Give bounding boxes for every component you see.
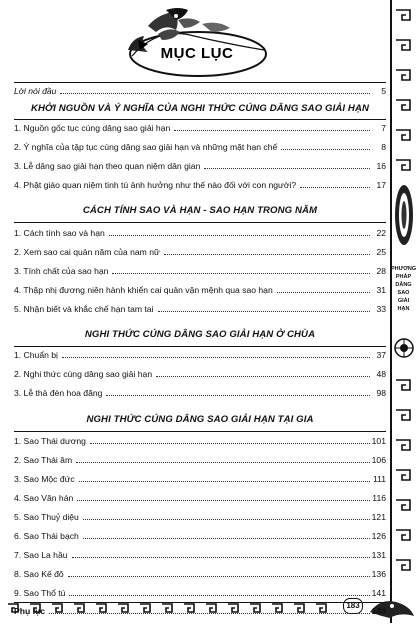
dot-leader xyxy=(109,226,370,236)
toc-entry-page: 121 xyxy=(371,512,386,522)
section-heading: NGHI THỨC CÚNG DÂNG SAO GIẢI HẠN TẠI GIA xyxy=(86,414,314,425)
section-heading: NGHI THỨC CÚNG DÂNG SAO GIẢI HẠN Ở CHÙA xyxy=(84,329,316,340)
toc-entry-label: 9. Sao Thổ tú xyxy=(14,588,66,598)
toc-entry-label: 2. Nghi thức cúng dâng sao giải hạn xyxy=(14,369,153,379)
toc-entry-page: 37 xyxy=(376,350,386,360)
toc-entry-page: 126 xyxy=(371,531,386,541)
dot-leader xyxy=(76,453,370,463)
side-caption-line: DÂNG xyxy=(395,282,412,288)
toc-entry-label: 5. Nhận biết và khắc chế hạn tam tai xyxy=(14,304,154,314)
side-caption-line: GIẢI xyxy=(397,298,410,304)
dot-leader xyxy=(77,491,370,501)
divider xyxy=(14,119,386,120)
dot-leader xyxy=(204,159,370,169)
toc-entry-label: 4. Phật giáo quan niệm tinh tú ảnh hưởng như thế nào đối với con người? xyxy=(14,180,297,190)
crane-emblem-icon xyxy=(118,6,268,80)
toc-entry xyxy=(14,226,386,240)
dot-leader xyxy=(69,586,369,596)
toc-entry-label: 3. Tính chất của sao hạn xyxy=(14,266,109,276)
section-heading: KHỞI NGUỒN VÀ Ý NGHĨA CỦA NGHI THỨC CÚNG DÂNG SAO GIẢI HẠN xyxy=(30,103,369,114)
toc-entry xyxy=(14,159,386,173)
dot-leader xyxy=(112,264,370,274)
toc-entry-page: 16 xyxy=(376,161,386,171)
side-caption xyxy=(391,265,416,313)
toc-entry-page: 141 xyxy=(371,588,386,598)
toc-entry-page: 28 xyxy=(376,266,386,276)
toc-entry-label: 3. Lễ dâng sao giải hạn theo quan niệm dân gian xyxy=(14,161,201,171)
dot-leader xyxy=(72,548,370,558)
dot-leader xyxy=(164,245,370,255)
toc-entry-page: 106 xyxy=(371,455,386,465)
toc-entry-label: 1. Cách tính sao và hạn xyxy=(14,228,105,238)
toc-entry xyxy=(14,348,386,362)
toc-entry-label: 3. Sao Mộc đức xyxy=(14,474,75,484)
toc-entry-label: 1. Sao Thái dương xyxy=(14,436,86,446)
toc-entry xyxy=(14,586,386,600)
header-ornament xyxy=(118,6,268,80)
toc-entry xyxy=(14,386,386,400)
toc-entry xyxy=(14,510,386,524)
dot-leader xyxy=(277,283,370,293)
toc-entry xyxy=(14,453,386,467)
toc-entry-page: 33 xyxy=(376,304,386,314)
toc-entry-label: Phụ lục xyxy=(14,606,46,616)
toc-entry-appendix xyxy=(14,604,386,618)
toc-entry xyxy=(14,121,386,135)
toc-entry xyxy=(14,491,386,505)
toc-entry-label: Lời nói đầu xyxy=(14,86,57,96)
toc-entry-page: 7 xyxy=(381,123,386,133)
toc-entry-page: 17 xyxy=(376,180,386,190)
toc-entry-label: 1. Nguồn gốc tục cúng dâng sao giải hạn xyxy=(14,123,171,133)
divider xyxy=(14,82,386,83)
toc-entry xyxy=(14,178,386,192)
toc-entry-page: 22 xyxy=(376,228,386,238)
divider xyxy=(14,346,386,347)
toc-entry-label: 3. Lễ thả đèn hoa đăng xyxy=(14,388,103,398)
toc-entry-page: 5 xyxy=(381,86,386,96)
toc-entry xyxy=(14,140,386,154)
toc-entry xyxy=(14,367,386,381)
divider xyxy=(14,431,386,432)
dot-leader xyxy=(90,434,370,444)
dot-leader xyxy=(300,178,370,188)
dot-leader xyxy=(156,367,370,377)
dot-leader xyxy=(60,84,370,94)
dot-leader xyxy=(83,510,370,520)
toc-entry xyxy=(14,472,386,486)
toc-entry xyxy=(14,434,386,448)
toc-entry-page: 98 xyxy=(376,388,386,398)
dot-leader xyxy=(281,140,370,150)
divider xyxy=(14,602,386,603)
page-title: MỤC LỤC xyxy=(160,45,234,62)
dot-leader xyxy=(49,604,370,614)
side-caption-line: HẠN xyxy=(397,306,410,312)
dot-leader xyxy=(62,348,370,358)
toc-entry-label: 1. Chuẩn bị xyxy=(14,350,58,360)
toc-entry xyxy=(14,302,386,316)
toc-entry-label: 4. Sao Vân hán xyxy=(14,493,74,503)
dot-leader xyxy=(83,529,370,539)
toc-entry-label: 8. Sao Kế đô xyxy=(14,569,64,579)
toc-entry-preface xyxy=(14,84,386,98)
section-heading: CÁCH TÍNH SAO VÀ HẠN - SAO HẠN TRONG NĂM xyxy=(82,205,318,216)
toc-entry-page: 31 xyxy=(376,285,386,295)
toc-entry-page: 146 xyxy=(371,606,386,616)
toc-entry-label: 2. Ý nghĩa của tập tục cúng dâng sao giải hạn và những mặt hạn chế xyxy=(14,142,278,152)
toc-entry-page: 136 xyxy=(371,569,386,579)
toc-entry-label: 5. Sao Thuỷ diệu xyxy=(14,512,79,522)
page-number: 183 xyxy=(343,598,363,614)
toc-entry-label: 6. Sao Thái bạch xyxy=(14,531,79,541)
toc-entry-label: 2. Xem sao cai quản năm của nam nữ xyxy=(14,247,160,257)
toc-entry-label: 7. Sao La hầu xyxy=(14,550,68,560)
toc-entry-label: 4. Thập nhị đương niên hành khiển cai quản vận mệnh qua sao hạn xyxy=(14,285,273,295)
toc-entry xyxy=(14,245,386,259)
divider xyxy=(14,222,386,223)
toc-entry-page: 131 xyxy=(371,550,386,560)
toc-entry-page: 48 xyxy=(376,369,386,379)
side-caption-line: PHƯƠNG xyxy=(391,266,417,272)
toc-entry-page: 8 xyxy=(381,142,386,152)
toc-entry-page: 111 xyxy=(372,474,386,484)
toc-entry xyxy=(14,567,386,581)
toc-entry xyxy=(14,283,386,297)
toc-entry xyxy=(14,529,386,543)
dot-leader xyxy=(79,472,370,482)
toc-entry xyxy=(14,548,386,562)
toc-entry-page: 116 xyxy=(372,493,386,503)
dot-leader xyxy=(158,302,371,312)
toc-entry-page: 25 xyxy=(376,247,386,257)
toc-entry-page: 101 xyxy=(371,436,386,446)
toc-entry-label: 2. Sao Thái âm xyxy=(14,455,73,465)
dot-leader xyxy=(68,567,370,577)
side-caption-line: SAO xyxy=(397,290,410,296)
toc-entry xyxy=(14,264,386,278)
side-caption-line: PHÁP xyxy=(395,274,412,280)
dot-leader xyxy=(106,386,370,396)
dot-leader xyxy=(174,121,370,131)
